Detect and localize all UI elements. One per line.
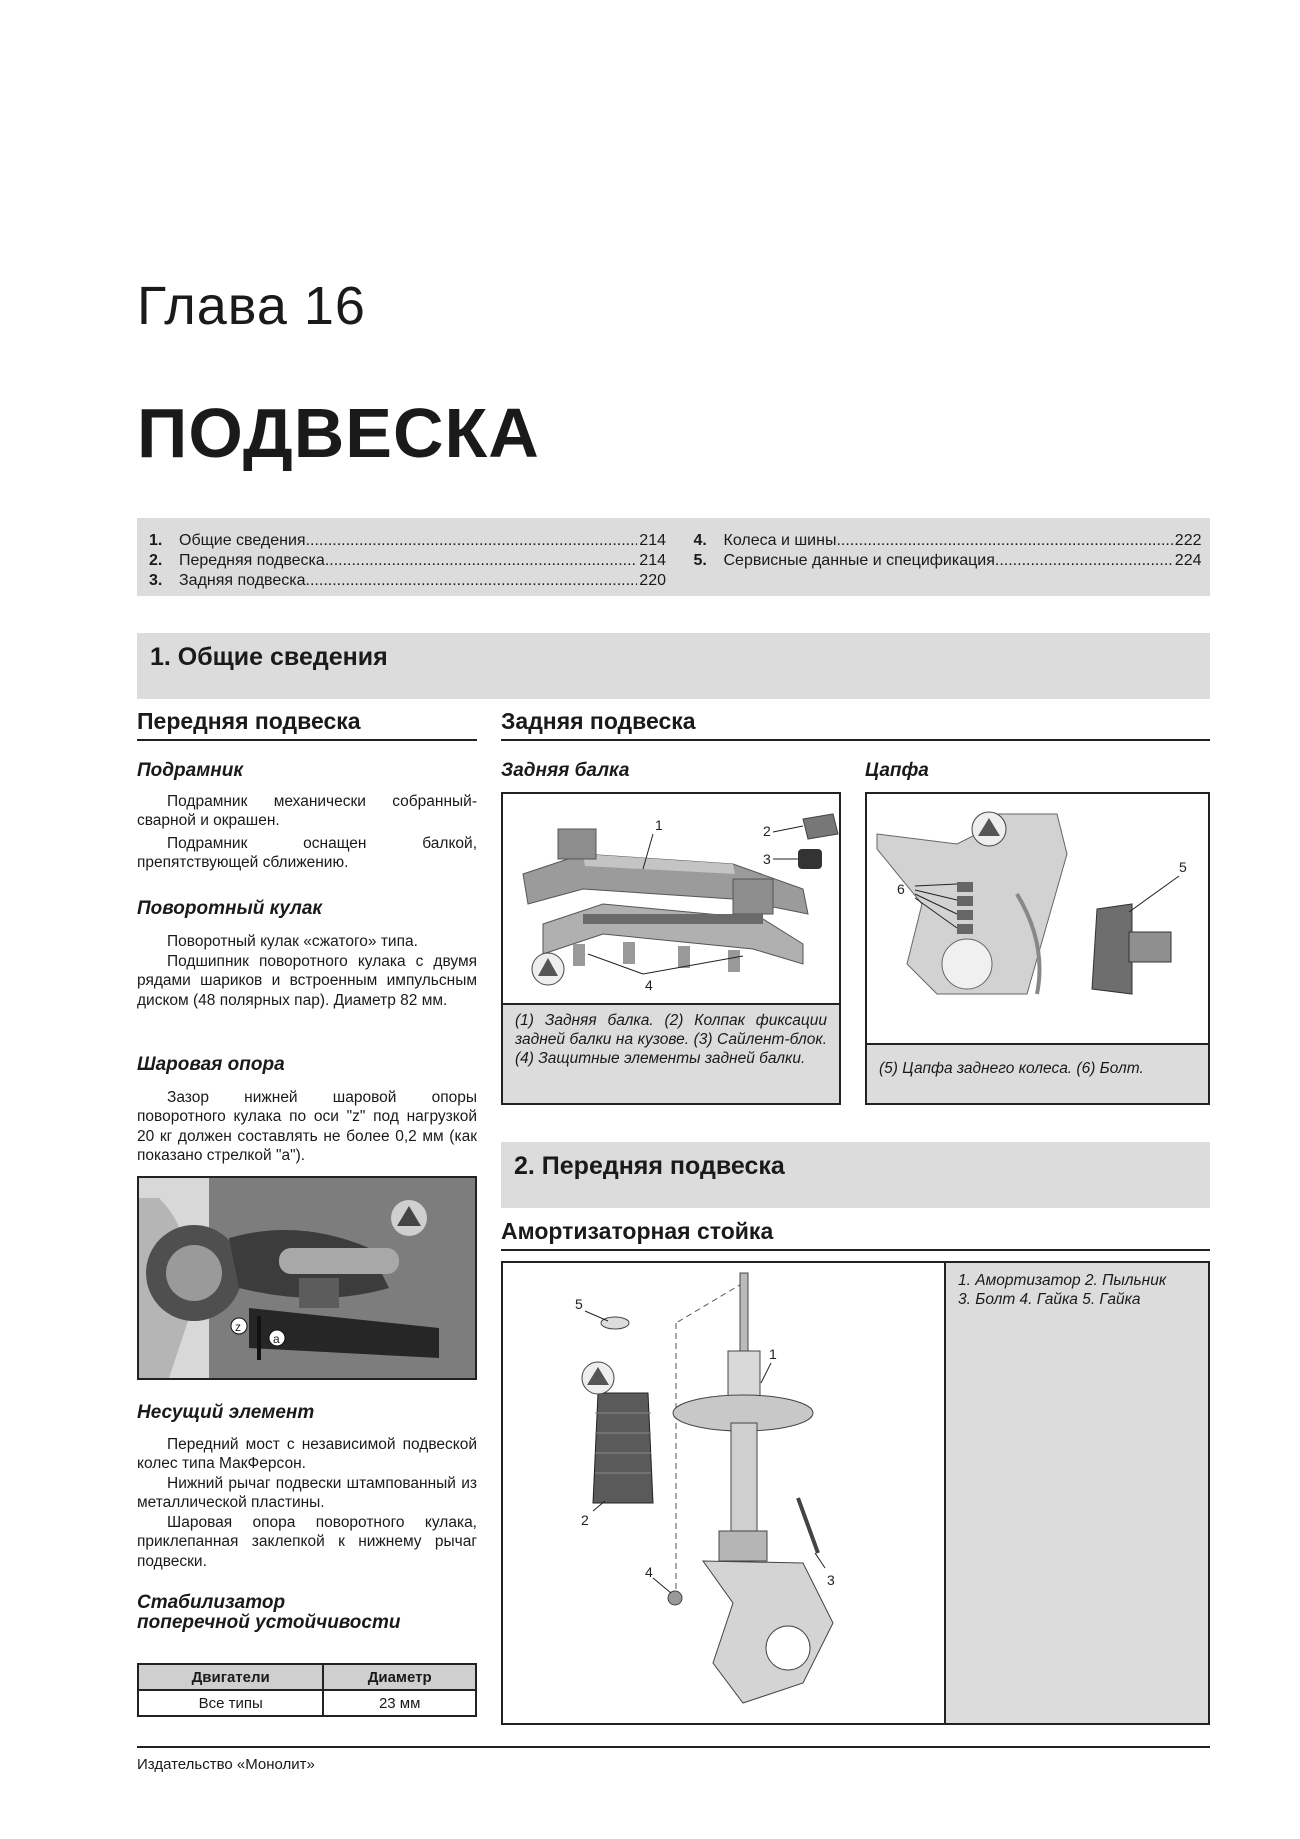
strut-heading: Амортизаторная стойка xyxy=(501,1218,1210,1251)
toc-page: 220 xyxy=(639,572,666,589)
toc-page: 214 xyxy=(639,552,666,569)
trunnion-callout-6: 6 xyxy=(897,881,905,897)
strut-figure xyxy=(501,1261,1210,1725)
toc-left-column xyxy=(149,531,674,596)
carrier-text-3: Шаровая опора поворотного кулака, приклепанная заклепкой к нижнему рычаг подвески. xyxy=(137,1514,477,1570)
toc-leader xyxy=(325,551,637,571)
toc-item[interactable] xyxy=(149,531,666,551)
toc-label: Задняя подвеска xyxy=(179,572,306,589)
chapter-number: Глава 16 xyxy=(137,276,366,336)
toc-item[interactable] xyxy=(694,551,1202,571)
rear-beam-drawing xyxy=(503,794,839,1004)
table-row xyxy=(138,1690,476,1716)
trunnion-callout-5: 5 xyxy=(1179,859,1187,875)
strut-callout-5: 5 xyxy=(575,1296,583,1312)
toc-label: Колеса и шины xyxy=(723,532,837,549)
toc-page: 224 xyxy=(1174,552,1202,569)
section-2-title: 2. Передняя подвеска xyxy=(514,1152,785,1180)
table-of-contents xyxy=(137,518,1210,596)
strut-legend-panel xyxy=(944,1263,1208,1723)
toc-item[interactable] xyxy=(149,571,666,591)
beam-callout-1: 1 xyxy=(655,817,663,833)
rear-beam-caption: (1) Задняя балка. (2) Колпак фиксации задней балки на кузове. (3) Сайлент-блок. (4) Защитные элементы задней балки. xyxy=(503,1003,839,1103)
rear-suspension-heading: Задняя подвеска xyxy=(501,708,1210,741)
section-1-band xyxy=(137,633,1210,699)
strut-callout-1: 1 xyxy=(769,1346,777,1362)
toc-num: 5. xyxy=(693,552,707,569)
beam-callout-3: 3 xyxy=(763,851,771,867)
subframe-title: Подрамник xyxy=(137,760,243,781)
front-suspension-heading: Передняя подвеска xyxy=(137,708,477,741)
stabilizer-title-1: Стабилизатор xyxy=(137,1592,286,1613)
section-1-title: 1. Общие сведения xyxy=(150,643,388,671)
rear-beam-figure xyxy=(501,792,841,1105)
beam-callout-4: 4 xyxy=(645,977,653,993)
toc-num: 1. xyxy=(149,532,163,549)
photo-label-a: a xyxy=(273,1332,280,1346)
footer-divider xyxy=(137,1746,1210,1748)
carrier-title: Несущий элемент xyxy=(137,1402,315,1423)
trunnion-figure xyxy=(865,792,1210,1105)
toc-num: 3. xyxy=(149,572,163,589)
table-cell: 23 мм xyxy=(323,1690,476,1716)
toc-label: Передняя подвеска xyxy=(179,552,325,569)
toc-page: 214 xyxy=(639,532,666,549)
section-2-band xyxy=(501,1142,1210,1208)
beam-callout-2: 2 xyxy=(763,823,771,839)
toc-leader xyxy=(995,551,1173,571)
strut-legend-line-1: 1. Амортизатор 2. Пыльник xyxy=(958,1272,1167,1289)
trunnion-drawing xyxy=(867,794,1208,1044)
strut-drawing xyxy=(503,1263,947,1723)
knuckle-text-1: Поворотный кулак «сжатого» типа. xyxy=(167,933,418,950)
toc-num: 2. xyxy=(149,552,163,569)
table-cell: Все типы xyxy=(138,1690,323,1716)
balljoint-text: Зазор нижней шаровой опоры поворотного кулака по оси "z" под нагрузкой 20 кг должен составлять не более 0,2 мм (как показано стрелкой "а"). xyxy=(137,1089,477,1164)
toc-num: 4. xyxy=(693,532,707,549)
table-header-row xyxy=(138,1664,476,1690)
toc-item[interactable] xyxy=(694,531,1202,551)
toc-leader xyxy=(836,531,1172,551)
balljoint-photo xyxy=(137,1176,477,1380)
trunnion-caption: (5) Цапфа заднего колеса. (6) Болт. xyxy=(867,1043,1208,1103)
table-header: Диаметр xyxy=(323,1664,476,1690)
toc-item[interactable] xyxy=(149,551,666,571)
toc-label: Общие сведения xyxy=(179,532,306,549)
strut-callout-3: 3 xyxy=(827,1572,835,1588)
stabilizer-title-2: поперечной устойчивости xyxy=(137,1612,401,1633)
carrier-text-1: Передний мост с независимой подвеской колес типа МакФерсон. xyxy=(137,1436,477,1473)
toc-leader xyxy=(306,571,638,591)
toc-label: Сервисные данные и спецификация xyxy=(723,552,995,569)
strut-callout-2: 2 xyxy=(581,1512,589,1528)
table-header: Двигатели xyxy=(138,1664,323,1690)
strut-legend-line-2: 3. Болт 4. Гайка 5. Гайка xyxy=(958,1291,1141,1308)
subframe-text-1: Подрамник механически собранный-сварной и окрашен. xyxy=(137,793,477,830)
publisher-footer: Издательство «Монолит» xyxy=(137,1756,315,1773)
subframe-text-2: Подрамник оснащен балкой, препятствующей сближению. xyxy=(137,835,477,872)
rear-beam-title: Задняя балка xyxy=(501,760,630,781)
toc-leader xyxy=(306,531,638,551)
balljoint-title: Шаровая опора xyxy=(137,1054,285,1075)
carrier-text-2: Нижний рычаг подвески штампованный из металлической пластины. xyxy=(137,1475,477,1512)
photo-label-z: z xyxy=(235,1320,241,1334)
toc-right-column xyxy=(674,531,1202,596)
knuckle-title: Поворотный кулак xyxy=(137,898,323,919)
stabilizer-table xyxy=(137,1663,477,1717)
knuckle-text-2: Подшипник поворотного кулака с двумя рядами шариков и встроенным импульсным диском (48 полярных пар). Диаметр 82 мм. xyxy=(137,953,477,1009)
page-title: ПОДВЕСКА xyxy=(137,394,540,472)
strut-callout-4: 4 xyxy=(645,1564,653,1580)
balljoint-photo-image xyxy=(139,1178,475,1378)
toc-page: 222 xyxy=(1174,532,1202,549)
trunnion-title: Цапфа xyxy=(865,760,929,781)
